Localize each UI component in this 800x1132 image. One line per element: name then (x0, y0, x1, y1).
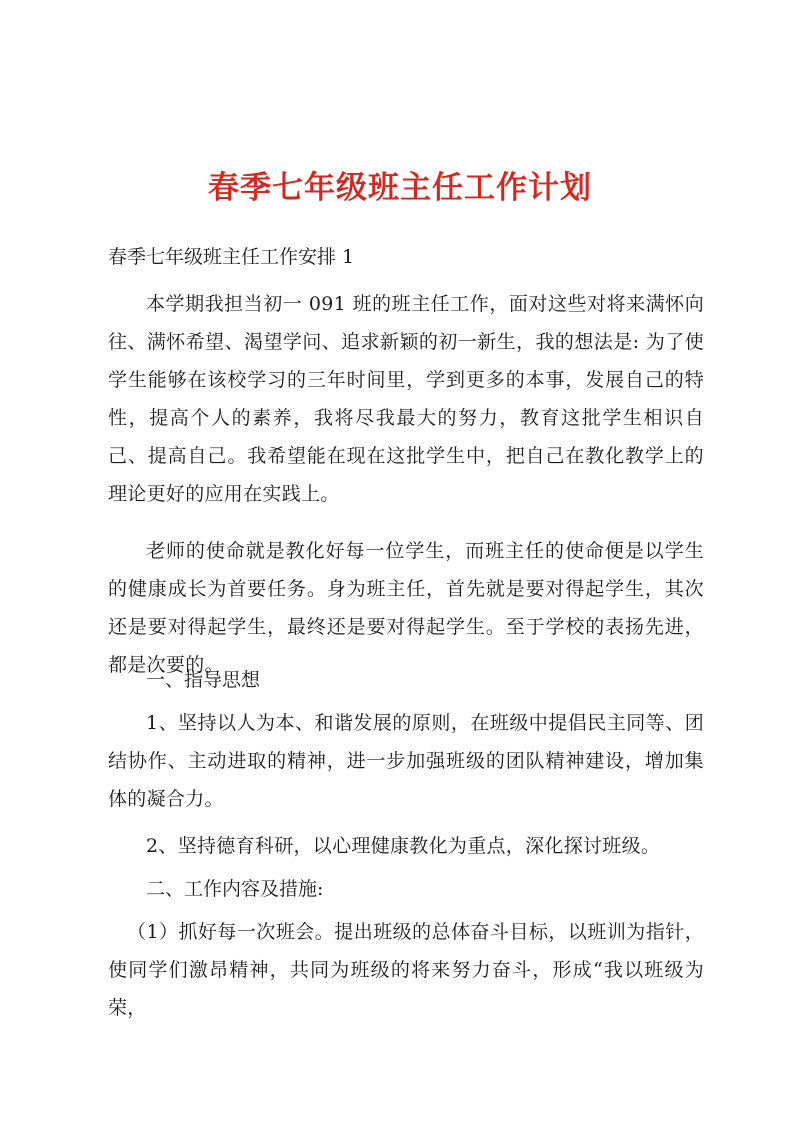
paragraph-intro: 本学期我担当初一 091 班的班主任工作，面对这些对将来满怀向往、满怀希望、渴望学问、追求新颖的初一新生，我的想法是: 为了使学生能够在该校学习的三年时间里，学到更多的本事，发展自己的特性，提高个人的素养，我将尽我最大的努力，教育这批学生相识自己、提高自己。我希望能在现在这批学生中，把自己在教化教学上的理论更好的应用在实践上。 (108, 293, 704, 505)
list-item-principle-2: 2、坚持德育科研，以心理健康教化为重点，深化探讨班级。 (146, 835, 661, 857)
list-item-class-meeting: （1）抓好每一次班会。提出班级的总体奋斗目标，以班训为指针，使同学们激昂精神，共同为班级的将来努力奋斗，形成“我以班级为荣， (108, 921, 704, 1019)
document-subtitle: 春季七年级班主任工作安排 1 (108, 246, 355, 268)
section-heading-guiding-thought: 一、指导思想 (146, 669, 261, 691)
paragraph-mission: 老师的使命就是教化好每一位学生，而班主任的使命便是以学生的健康成长为首要任务。身为班主任，首先就是要对得起学生，其次还是要对得起学生，最终还是要对得起学生。至于学校的表扬先进，都是次要的。 (108, 540, 704, 676)
document-title: 春季七年级班主任工作计划 (208, 170, 592, 206)
section-heading-work-content: 二、工作内容及措施: (146, 878, 324, 900)
list-item-principle-1: 1、坚持以人为本、和谐发展的原则，在班级中提倡民主同等、团结协作、主动进取的精神，进一步加强班级的团队精神建设，增加集体的凝合力。 (108, 712, 704, 810)
